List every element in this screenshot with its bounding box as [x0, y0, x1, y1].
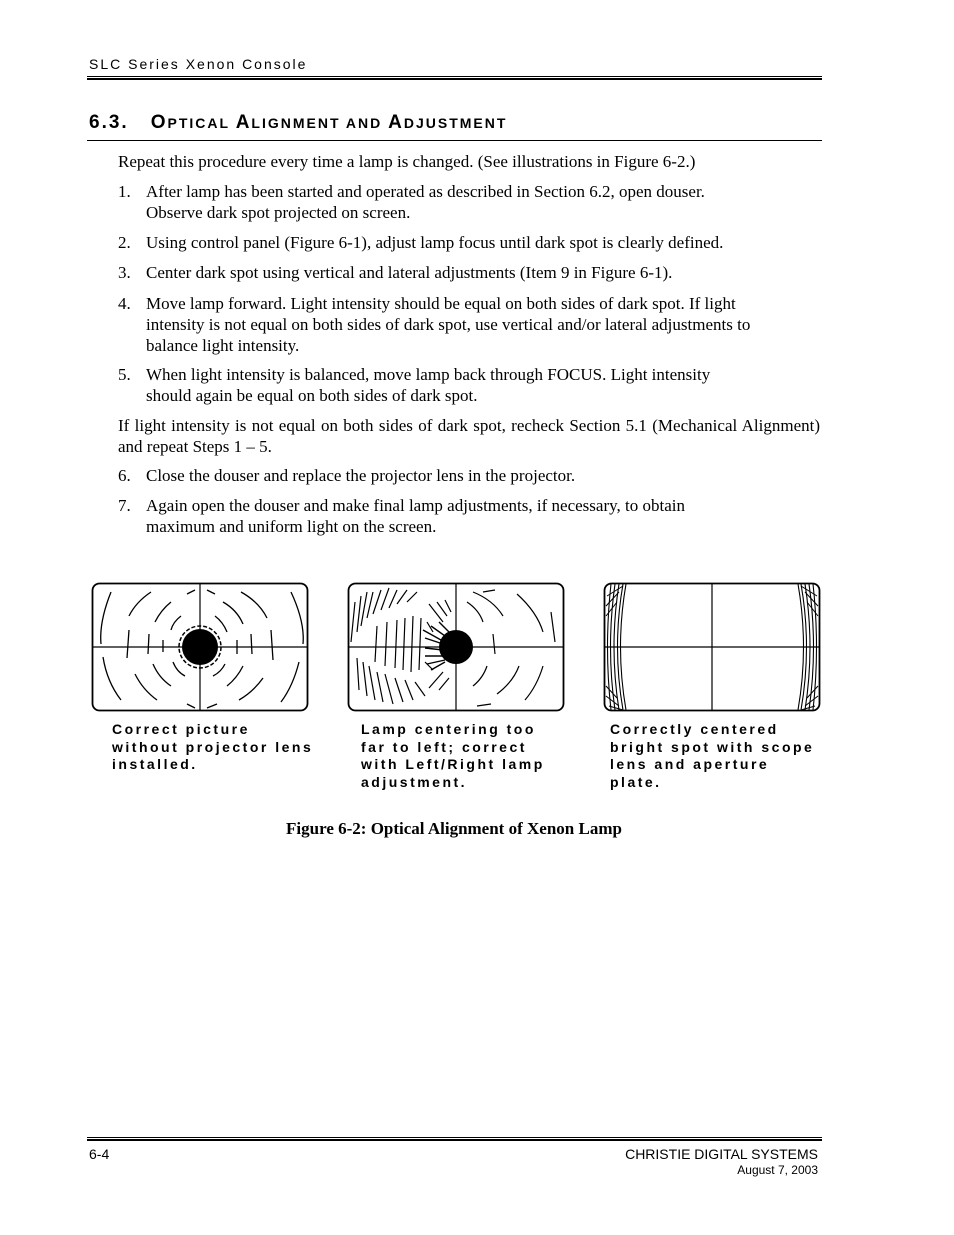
figure-caption-1 [112, 721, 342, 774]
figure-title: Figure 6-2: Optical Alignment of Xenon Lamp [286, 819, 622, 838]
step-text-line-2: maximum and uniform light on the screen. [146, 517, 437, 536]
step-text-line-2: should again be equal on both sides of dark spot. [146, 386, 478, 405]
step-text: Move lamp forward. Light intensity should be equal on both sides of dark spot. If light [146, 294, 736, 313]
step-text-line-2: Observe dark spot projected on screen. [146, 203, 411, 222]
figure-caption-2 [361, 721, 591, 791]
step-text-line-3: balance light intensity. [146, 336, 300, 355]
section-title-cap-2: A [235, 112, 252, 133]
step-number: 2. [118, 233, 131, 252]
step-4 [118, 293, 820, 356]
section-title-cap-1: O [150, 112, 168, 133]
caption-line: far to left; correct [361, 738, 527, 755]
caption-line: lens and aperture [610, 756, 770, 772]
step-1 [118, 181, 820, 223]
step-7 [118, 495, 820, 537]
step-text: After lamp has been started and operated as described in Section 6.2, open douser. [146, 182, 705, 201]
caption-line: without projector lens [112, 738, 314, 755]
section-title-rest-3: DJUSTMENT [403, 115, 508, 131]
section-title-rest-1: PTICAL [167, 115, 236, 131]
step-number: 7. [118, 496, 131, 515]
caption-line: bright spot with scope [610, 738, 815, 755]
caption-line: Correctly centered [610, 721, 779, 737]
caption-line: with Left/Right lamp [361, 756, 545, 772]
caption-line: Correct picture [112, 721, 250, 737]
alignment-illustration-3 [603, 582, 821, 712]
step-2 [118, 232, 820, 253]
step-text: Center dark spot using vertical and lateral adjustments (Item 9 in Figure 6-1). [146, 263, 673, 282]
section-title-rest-2: LIGNMENT AND [251, 115, 389, 131]
header-rule [87, 76, 822, 80]
step-5 [118, 364, 820, 406]
step-text-line-2: intensity is not equal on both sides of dark spot, use vertical and/or lateral adjustments to [146, 315, 751, 334]
section-title-cap-3: A [388, 112, 404, 133]
step-6 [118, 465, 820, 486]
step-text: Close the douser and replace the projector lens in the projector. [146, 466, 576, 485]
step-text: Again open the douser and make final lamp adjustments, if necessary, to obtain [146, 496, 685, 515]
caption-line: adjustment. [361, 773, 468, 790]
caption-line: Lamp centering too [361, 721, 536, 737]
step-text: When light intensity is balanced, move lamp back through FOCUS. Light intensity [146, 365, 711, 384]
step-number: 3. [118, 263, 131, 282]
footer-date: August 7, 2003 [737, 1163, 818, 1177]
recheck-note: If light intensity is not equal on both sides of dark spot, recheck Section 5.1 (Mechanical Alignment) and repeat Steps 1 – 5. [118, 416, 820, 456]
step-3 [118, 262, 820, 283]
step-number: 5. [118, 365, 131, 384]
caption-line: installed. [112, 756, 198, 772]
footer-company: CHRISTIE DIGITAL SYSTEMS [625, 1146, 818, 1162]
section-rule [87, 140, 822, 141]
step-number: 4. [118, 294, 131, 313]
page-number: 6-4 [89, 1146, 110, 1162]
intro-paragraph: Repeat this procedure every time a lamp is changed. (See illustrations in Figure 6-2.) [118, 152, 696, 171]
footer-rule [87, 1137, 822, 1141]
step-number: 6. [118, 466, 131, 485]
running-header: SLC Series Xenon Console [89, 56, 308, 72]
caption-line: plate. [610, 773, 662, 790]
alignment-illustration-1 [91, 582, 309, 712]
section-number: 6.3. [89, 112, 129, 133]
step-number: 1. [118, 182, 131, 201]
section-title [89, 112, 507, 134]
figure-caption-3 [610, 721, 850, 791]
alignment-illustration-2 [347, 582, 565, 712]
step-text: Using control panel (Figure 6-1), adjust lamp focus until dark spot is clearly defined. [146, 233, 724, 252]
